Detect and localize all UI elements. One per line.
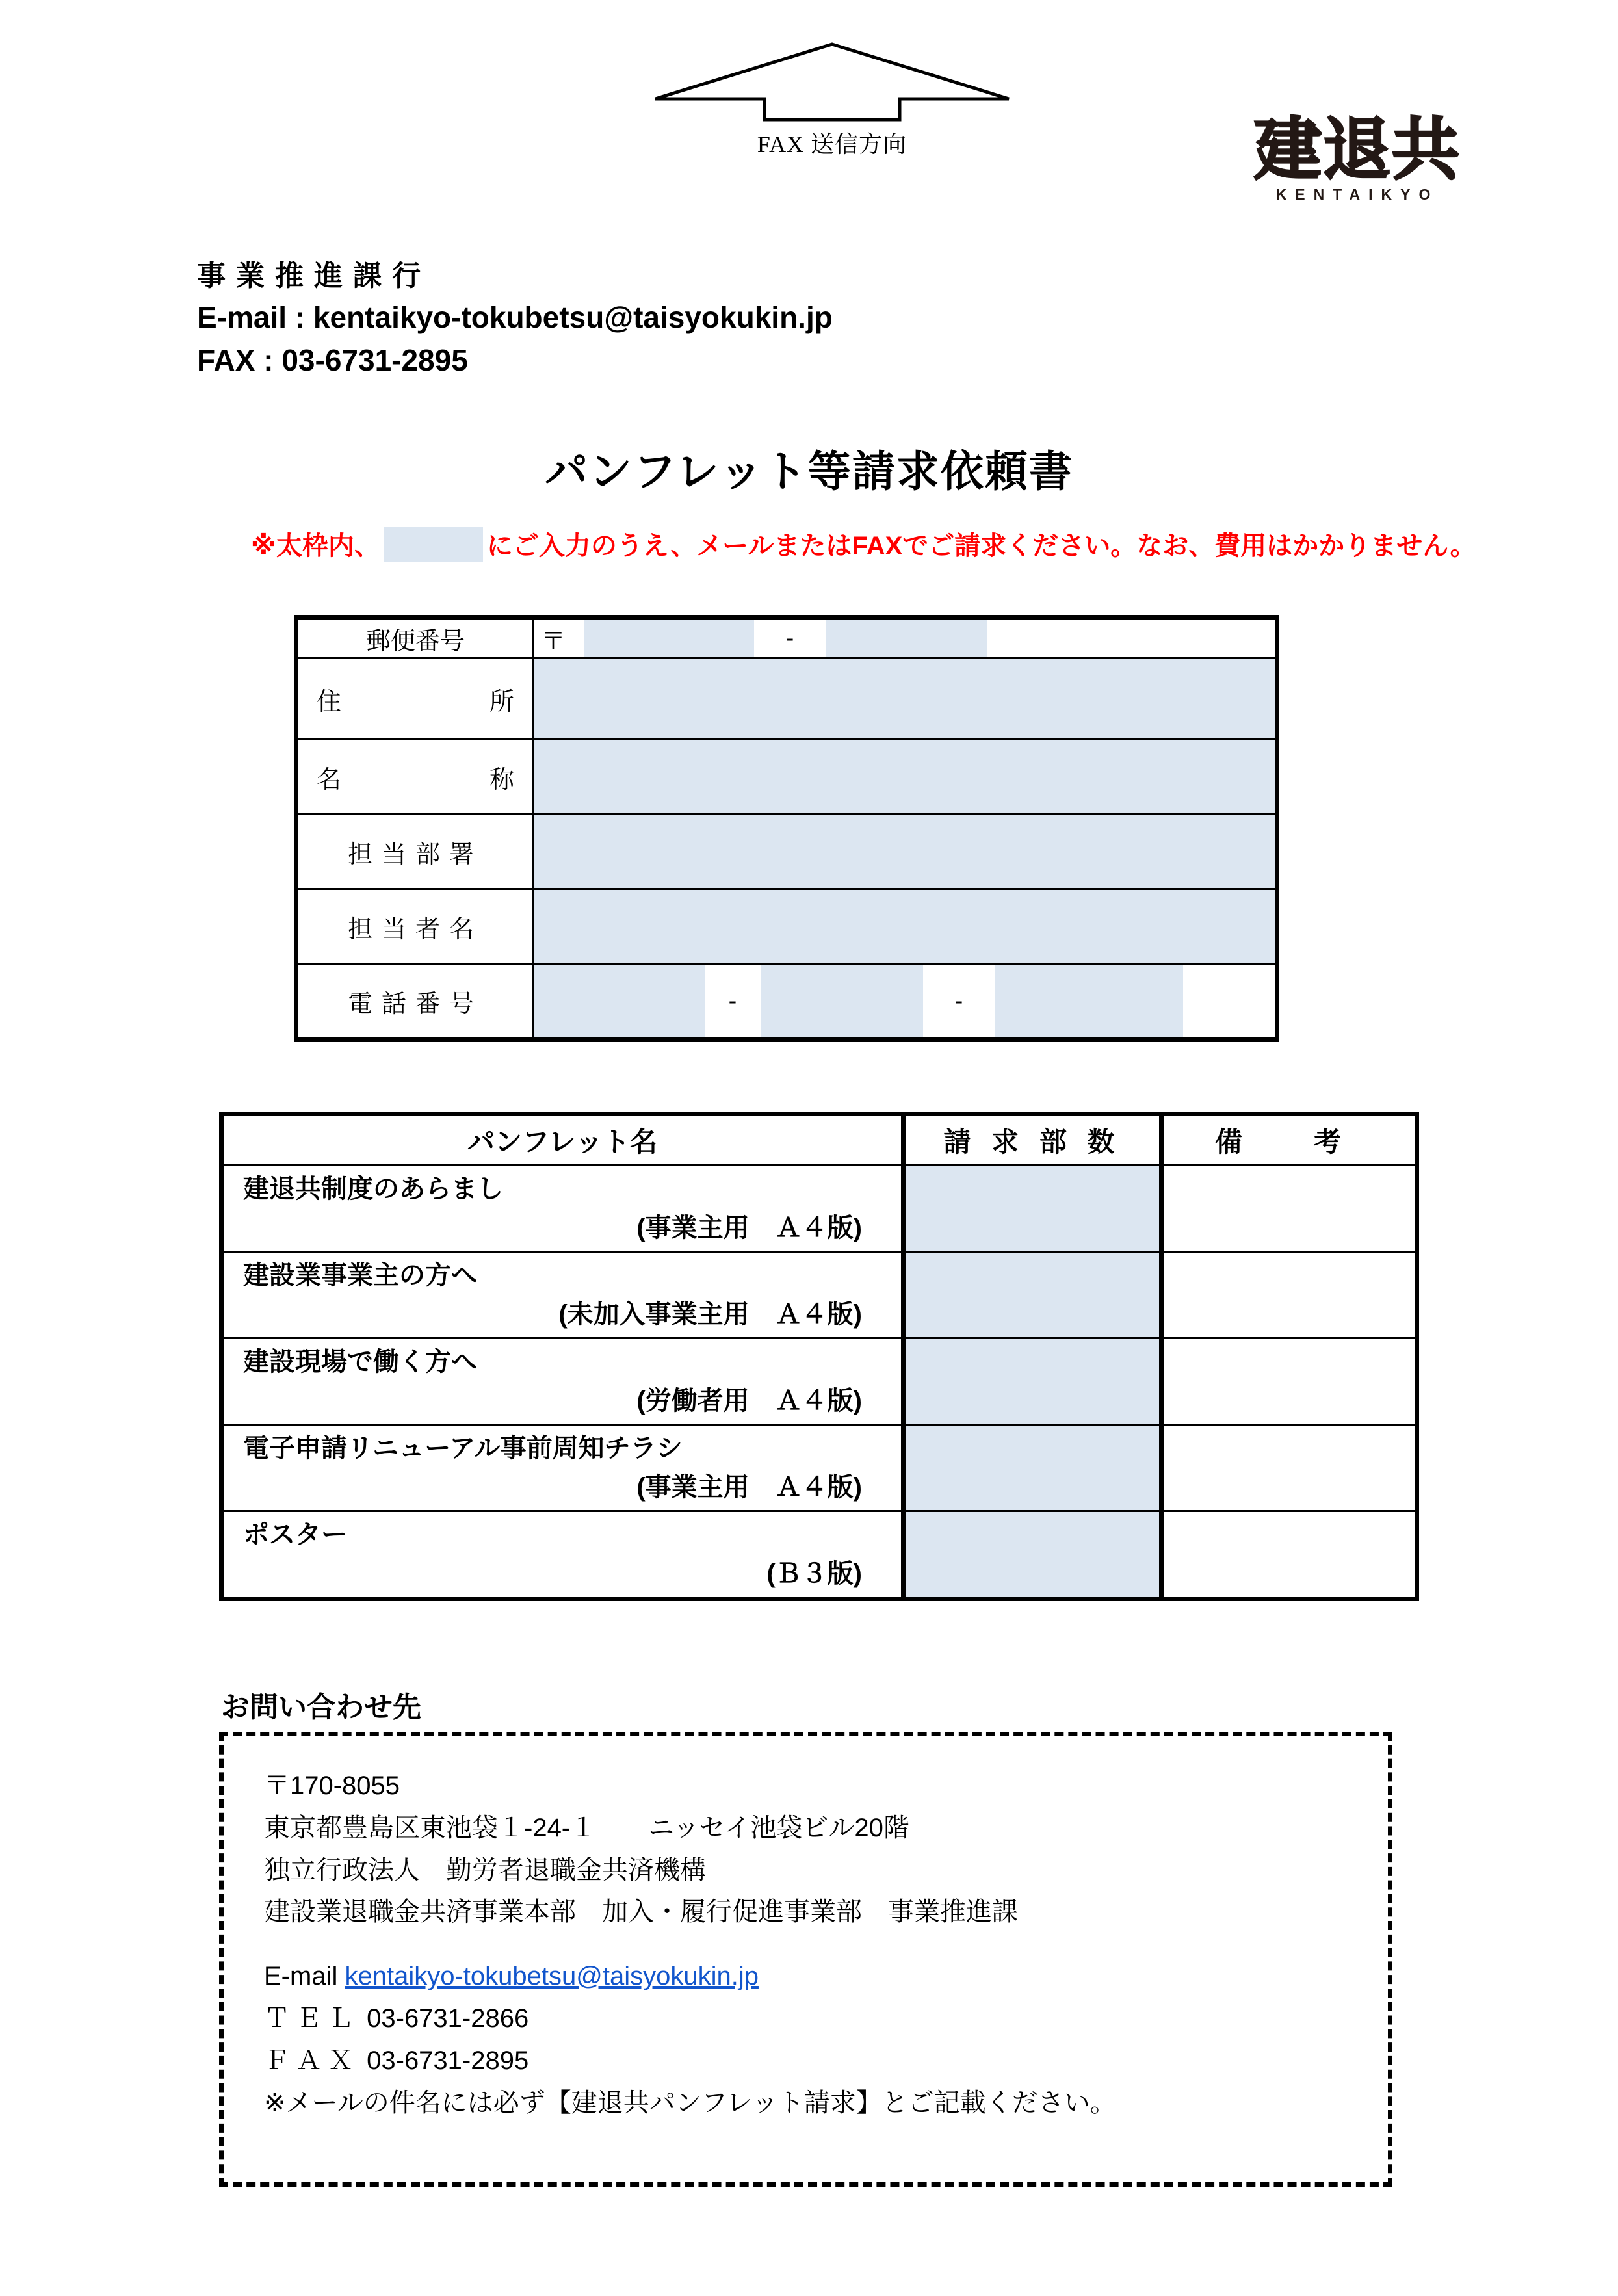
pamphlet-name-cell [222,1338,904,1425]
telephone-tail [1183,965,1275,1037]
note-cell[interactable] [1162,1252,1417,1338]
label-address: 住所 [296,659,534,740]
pamphlet-name-cell [222,1166,904,1252]
pamphlet-name-sub: (事業主用 Ａ４版) [636,1214,862,1242]
inquiry-email-row [264,1955,1388,1998]
pamphlet-name-sub: (未加入事業主用 Ａ４版) [558,1300,862,1329]
fax-direction-label: FAX 送信方向 [757,131,907,157]
inquiry-info-box [219,1732,1392,2187]
label-department: 担当部署 [296,815,534,889]
pamphlet-name-main: 電子申請リニューアル事前周知チラシ [243,1434,683,1463]
addressee-email: E-mail : kentaikyo-tokubetsu@taisyokukin.jp [197,300,833,335]
pamphlet-name-sub: (Ｂ３版) [766,1559,862,1588]
inquiry-organization: 独立行政法人 勤労者退職金共済機構 [264,1855,706,1885]
pamphlet-name-main: ポスター [243,1520,347,1549]
label-person-name: 担当者名 [296,889,534,964]
pamphlet-name-main: 建設現場で働く方へ [243,1348,477,1376]
postal-code-part2[interactable] [826,620,987,657]
logo-mark-text: 建退共 [1253,110,1461,189]
fax-direction-indicator [650,39,1014,159]
field-person-name[interactable] [534,889,1277,964]
input-notice [251,525,1476,562]
table-row [222,1166,1417,1252]
telephone-part1[interactable] [534,965,705,1037]
table-row [222,1252,1417,1338]
header-quantity: 請 求 部 数 [904,1114,1162,1166]
inquiry-division: 建設業退職金共済事業本部 加入・履行促進事業部 事業推進課 [264,1898,1018,1927]
quantity-input-cell[interactable] [904,1338,1162,1425]
field-telephone[interactable] [534,964,1277,1040]
logo-romaji-text: KENTAIKYO [1275,186,1439,203]
quantity-input-cell[interactable] [904,1252,1162,1338]
pamphlet-name-sub: (事業主用 Ａ４版) [636,1473,862,1502]
inquiry-footnote: ※メールの件名には必ず【建退共パンフレット請求】とご記載ください。 [264,2088,1116,2117]
quantity-input-cell[interactable] [904,1166,1162,1252]
table-row-name [296,740,1277,815]
telephone-separator-2: - [923,965,995,1037]
note-cell[interactable] [1162,1425,1417,1511]
inquiry-email-label: E-mail [264,1962,338,1991]
table-row-department [296,815,1277,889]
pamphlet-name-sub: (労働者用 Ａ４版) [636,1387,862,1415]
table-row-person [296,889,1277,964]
field-address[interactable] [534,659,1277,740]
inquiry-address: 東京都豊島区東池袋１‐24‐１ ニッセイ池袋ビル20階 [264,1813,909,1842]
page-title: パンフレット等請求依頼書 [545,447,1073,495]
table-row [222,1338,1417,1425]
addressee-block [197,257,833,380]
inquiry-tel-row [264,1998,1388,2040]
inquiry-postal-code: 〒170-8055 [264,1771,400,1800]
pamphlet-name-cell [222,1511,904,1599]
telephone-part3[interactable] [995,965,1183,1037]
pamphlet-name-cell [222,1425,904,1511]
header-pamphlet-name: パンフレット名 [222,1114,904,1166]
inquiry-fax-row [264,2040,1388,2082]
postal-code-separator: - [754,620,826,657]
field-name[interactable] [534,740,1277,815]
inquiry-fax-value: 03-6731-2895 [367,2046,529,2075]
table-row-postal-code [296,618,1277,659]
addressee-department: 事業推進課行 [197,260,431,292]
notice-text-before: ※太枠内、 [251,532,380,560]
pamphlet-name-main: 建設業事業主の方へ [243,1261,477,1290]
inquiry-tel-label: ＴＥＬ [264,2003,359,2033]
postal-code-part1[interactable] [584,620,754,657]
inquiry-heading: お問い合わせ先 [221,1691,421,1723]
table-row [222,1425,1417,1511]
pamphlet-name-cell [222,1252,904,1338]
inquiry-email-link[interactable]: kentaikyo-tokubetsu@taisyokukin.jp [345,1962,759,1991]
field-postal-code[interactable] [534,618,1277,659]
up-arrow-icon [650,39,1014,124]
pamphlet-request-table [219,1112,1419,1601]
quantity-input-cell[interactable] [904,1425,1162,1511]
applicant-address-table [294,615,1279,1042]
inquiry-spacer [264,1933,1388,1955]
telephone-separator-1: - [705,965,761,1037]
field-department[interactable] [534,815,1277,889]
label-name: 名称 [296,740,534,815]
note-cell[interactable] [1162,1338,1417,1425]
label-postal-code: 郵便番号 [296,618,534,659]
inquiry-fax-label: ＦＡＸ [264,2046,359,2075]
postal-mark-icon: 〒 [534,620,584,657]
addressee-fax: FAX : 03-6731-2895 [197,343,468,377]
quantity-input-cell[interactable] [904,1511,1162,1599]
note-cell[interactable] [1162,1511,1417,1599]
table-row-telephone [296,964,1277,1040]
postal-code-tail [987,620,1275,657]
notice-color-swatch [384,527,483,562]
inquiry-tel-value: 03-6731-2866 [367,2003,529,2033]
note-cell[interactable] [1162,1166,1417,1252]
label-telephone: 電話番号 [296,964,534,1040]
table-row-address [296,659,1277,740]
telephone-part2[interactable] [761,965,923,1037]
kentaikyo-logo [1221,110,1494,203]
pamphlet-table-header-row [222,1114,1417,1166]
table-row [222,1511,1417,1599]
header-note: 備 考 [1162,1114,1417,1166]
pamphlet-name-main: 建退共制度のあらまし [243,1175,503,1203]
notice-text-after: にご入力のうえ、メールまたはFAXでご請求ください。なお、費用はかかりません。 [486,532,1476,560]
